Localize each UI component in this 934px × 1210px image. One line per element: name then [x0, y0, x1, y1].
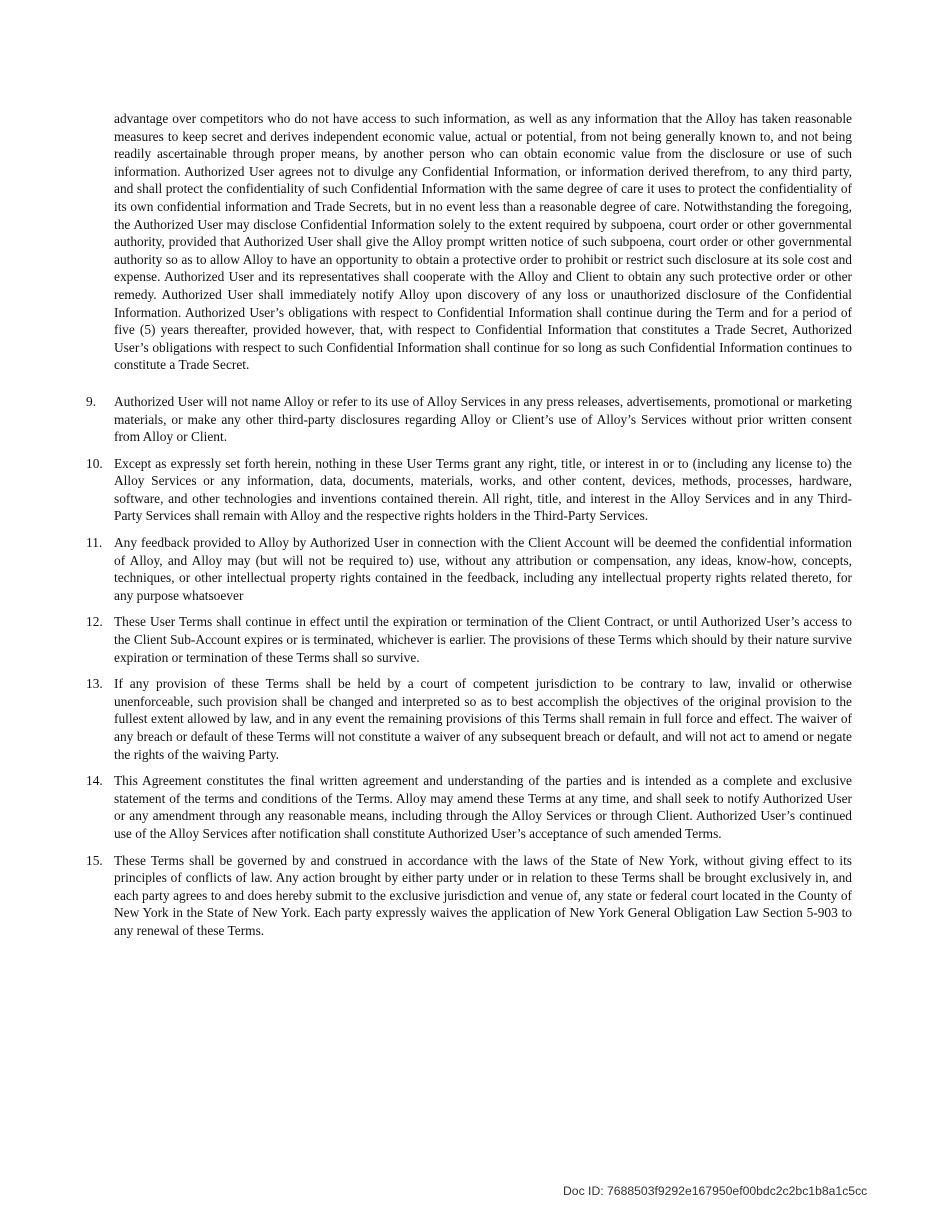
- clause-12: [86, 613, 852, 666]
- continuation-paragraph: advantage over competitors who do not have access to such information, as well as any information that the Alloy has taken reasonable measures to keep secret and derives independent economic value, actual or potential, from not being generally known to, and not being readily ascertainable through proper means, by another person who can obtain economic value from the disclosure or use of such information. Authorized User agrees not to divulge any Confidential Information, or information derived therefrom, to any third party, and shall protect the confidentiality of such Confidential Information with the same degree of care it uses to protect the confidentiality of its own confidential information and Trade Secrets, but in no event less than a reasonable degree of care. Notwithstanding the foregoing, the Authorized User may disclose Confidential Information solely to the extent required by subpoena, court order or other governmental authority, provided that Authorized User shall give the Alloy prompt written notice of such subpoena, court order or other governmental authority so as to allow Alloy to have an opportunity to obtain a protective order to prohibit or restrict such disclosure at its sole cost and expense. Authorized User and its representatives shall cooperate with the Alloy and Client to obtain any such protective order or other remedy. Authorized User shall immediately notify Alloy upon discovery of any loss or unauthorized disclosure of the Confidential Information. Authorized User’s obligations with respect to Confidential Information shall continue during the Term and for a period of five (5) years thereafter, provided however, that, with respect to Confidential Information that constitutes a Trade Secret, Authorized User’s obligations with respect to such Confidential Information shall continue for so long as such Confidential Information continues to constitute a Trade Secret.: [114, 111, 852, 373]
- clause-number: 14.: [86, 773, 103, 789]
- clause-13: [86, 675, 852, 763]
- clause-number: 15.: [86, 852, 103, 868]
- clause-14: [86, 772, 852, 842]
- clause-text: Except as expressly set forth herein, nothing in these User Terms grant any right, title, or interest in or to (including any license to) the Alloy Services or any information, data, documents, materials, works, and other content, devices, methods, processes, hardware, software, and other technologies and inventions contained therein. All right, title, and interest in the Alloy Services and in any Third-Party Services shall remain with Alloy and the respective rights holders in the Third-Party Services.: [114, 455, 852, 524]
- clause-15: [86, 852, 852, 940]
- clause-number: 10.: [86, 455, 103, 471]
- clause-10: [86, 455, 852, 525]
- clause-11: [86, 534, 852, 604]
- clause-text: These User Terms shall continue in effect until the expiration or termination of the Client Contract, or until Authorized User’s access to the Client Sub-Account expires or is terminated, whichever is earlier. The provisions of these Terms which should by their nature survive expiration or termination of these Terms shall so survive.: [114, 614, 852, 665]
- clause-text: These Terms shall be governed by and construed in accordance with the laws of the State of New York, without giving effect to its principles of conflicts of law. Any action brought by either party under or in relation to these Terms shall be brought exclusively in, and each party agrees to and does hereby submit to the exclusive jurisdiction and venue of, any state or federal court located in the County of New York in the State of New York. Each party expressly waives the application of New York General Obligation Law Section 5-903 to any renewal of these Terms.: [114, 852, 852, 938]
- clause-number: 9.: [86, 393, 97, 409]
- clause-list: [86, 393, 852, 940]
- clause-text: If any provision of these Terms shall be held by a court of competent jurisdiction to be contrary to law, invalid or otherwise unenforceable, such provision shall be changed and interpreted so as to best accomplish the objectives of the original provision to the fullest extent allowed by law, and in any event the remaining provisions of this Terms shall remain in full force and effect. The waiver of any breach or default of these Terms will not constitute a waiver of any subsequent breach or default, and will not act to amend or negate the rights of the waiving Party.: [114, 676, 852, 762]
- clause-number: 12.: [86, 614, 103, 630]
- clause-text: This Agreement constitutes the final written agreement and understanding of the parties and is intended as a complete and exclusive statement of the terms and conditions of the Terms. Alloy may amend these Terms at any time, and shall seek to notify Authorized User or any amendment through any reasonable means, including through the Alloy Services or through Client. Authorized User’s continued use of the Alloy Services after notification shall constitute Authorized User’s acceptance of such amended Terms.: [114, 773, 852, 841]
- clause-9: [86, 393, 852, 446]
- document-body: [86, 110, 852, 949]
- clause-number: 11.: [86, 535, 103, 551]
- clause-number: 13.: [86, 676, 103, 692]
- doc-id-footer: Doc ID: 7688503f9292e167950ef00bdc2c2bc1b8a1c5cc: [563, 1184, 868, 1198]
- clause-text: Authorized User will not name Alloy or refer to its use of Alloy Services in any press releases, advertisements, promotional or marketing materials, or make any other third-party disclosures regarding Alloy or Client’s use of Alloy’s Services without prior written consent from Alloy or Client.: [114, 393, 852, 445]
- clause-text: Any feedback provided to Alloy by Authorized User in connection with the Client Account will be deemed the confidential information of Alloy, and Alloy may (but will not be required to) use, without any attribution or compensation, any ideas, know-how, concepts, techniques, or other intellectual property rights contained in the feedback, including any intellectual property rights related thereto, for any purpose whatsoever: [114, 535, 852, 603]
